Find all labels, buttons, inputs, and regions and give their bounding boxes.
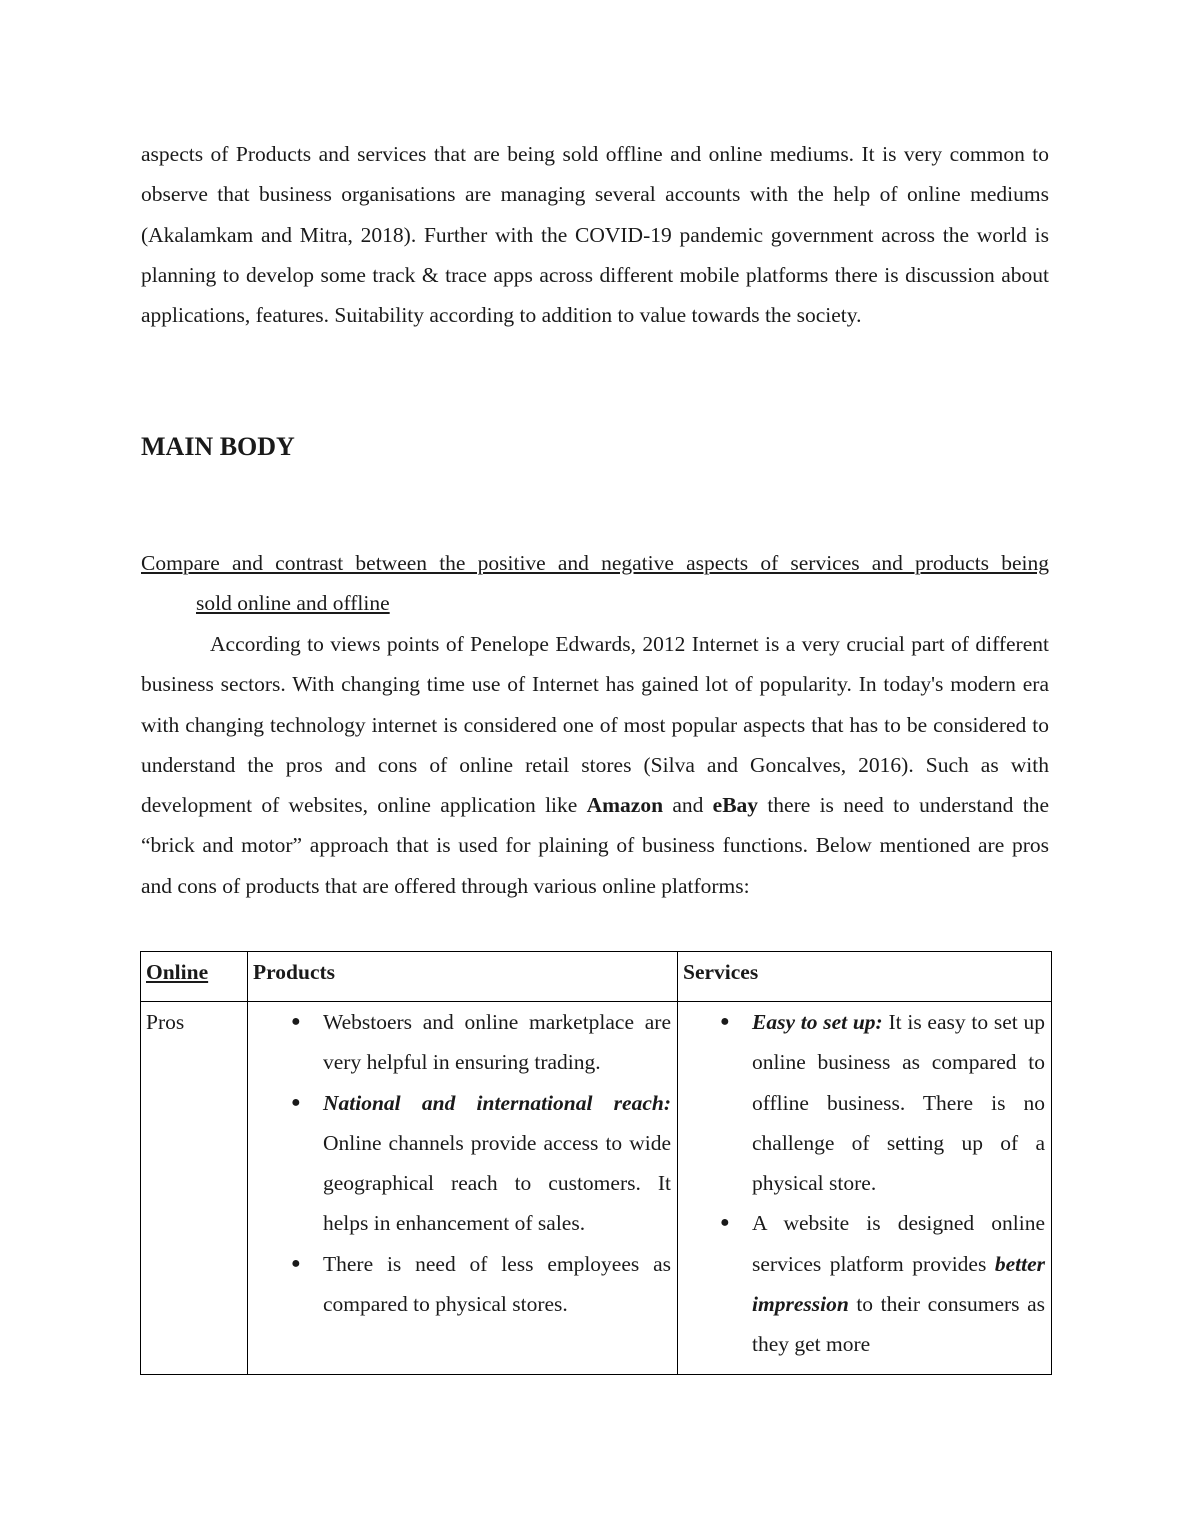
body-text-part2: and [663,793,713,818]
pros-cons-table [140,951,1052,1375]
products-list [248,1002,677,1324]
subheading-line-2-wrap [141,583,1049,623]
body-bold-amazon: Amazon [586,793,664,818]
row-label-cell [141,1002,248,1375]
products-cell [248,1002,678,1375]
products-item-2-bold: National and international reach: [323,1090,671,1115]
body-bold-ebay: eBay [712,793,759,818]
list-item [291,1002,671,1083]
services-item-2-rest: to their consumers as they get more [752,1292,1045,1357]
products-item-2-text: Online channels provide access to wide geographical reach to customers. It helps in enhancement of sales. [323,1130,671,1236]
list-item [291,1244,671,1325]
header-cell-services [678,952,1052,1002]
services-item-1-bold: Easy to set up: [752,1010,883,1034]
body-text-part1: According to views points of Penelope Edwards, 2012 Internet is a very crucial part of different business sectors. With changing time use of Internet has gained lot of popularity. In today's modern era with changing technology internet is considered one of most popular aspects that has to be considered to understand the pros and cons of online retail stores (Silva and Goncalves, 2016). Such as with development of websites, online application like [141,632,1049,818]
products-item-3-text: There is need of less employees as compared to physical stores. [323,1251,671,1317]
bullet-icon: ● [291,1013,301,1030]
table-header-row [141,952,1052,1002]
table-row-pros [141,1002,1052,1375]
subheading-line-2: sold online and offline [196,591,390,616]
bullet-icon: ● [720,1214,730,1232]
list-item [720,1002,1045,1203]
intro-paragraph: aspects of Products and services that are being sold offline and online mediums. It is very common to observe that business organisations are managing several accounts with the help of online mediums (Akalamkam and Mitra, 2018). Further with the COVID-19 pandemic government across the world is planning to develop some track & trace apps across different mobile platforms there is discussion about applications, features. Suitability according to addition to value towards the society. [141,142,1049,328]
main-body-heading: MAIN BODY [141,432,295,461]
section-subheading [141,543,1049,624]
services-cell [678,1002,1052,1375]
header-products: Products [253,960,336,984]
bullet-icon: ● [291,1254,301,1272]
list-item [291,1083,671,1244]
bullet-icon: ● [720,1013,730,1030]
bullet-icon: ● [291,1093,301,1111]
services-item-2-bold: better impression [752,1251,1045,1317]
list-item [720,1203,1045,1364]
subheading-line-1: Compare and contrast between the positive and negative aspects of services and products being [141,551,1049,575]
header-online: Online [146,960,209,984]
header-services: Services [683,960,759,984]
services-item-1-text: It is easy to set up online business as compared to offline business. There is no challenge of setting up of a physical store. [752,1010,1045,1196]
services-item-2-text: A website is designed online services platform provides [752,1211,1045,1276]
body-text-part3: there is need to understand the “brick and motor” approach that is used for plaining of business functions. Below mentioned are pros and cons of products that are offered through various online platforms: [141,793,1049,898]
header-cell-products [248,952,678,1002]
products-item-1-text: Webstoers and online marketplace are very helpful in ensuring trading. [323,1010,671,1075]
row-label-pros: Pros [146,1010,185,1034]
header-cell-online [141,952,248,1002]
body-paragraph [141,624,1049,906]
services-list [678,1002,1051,1365]
